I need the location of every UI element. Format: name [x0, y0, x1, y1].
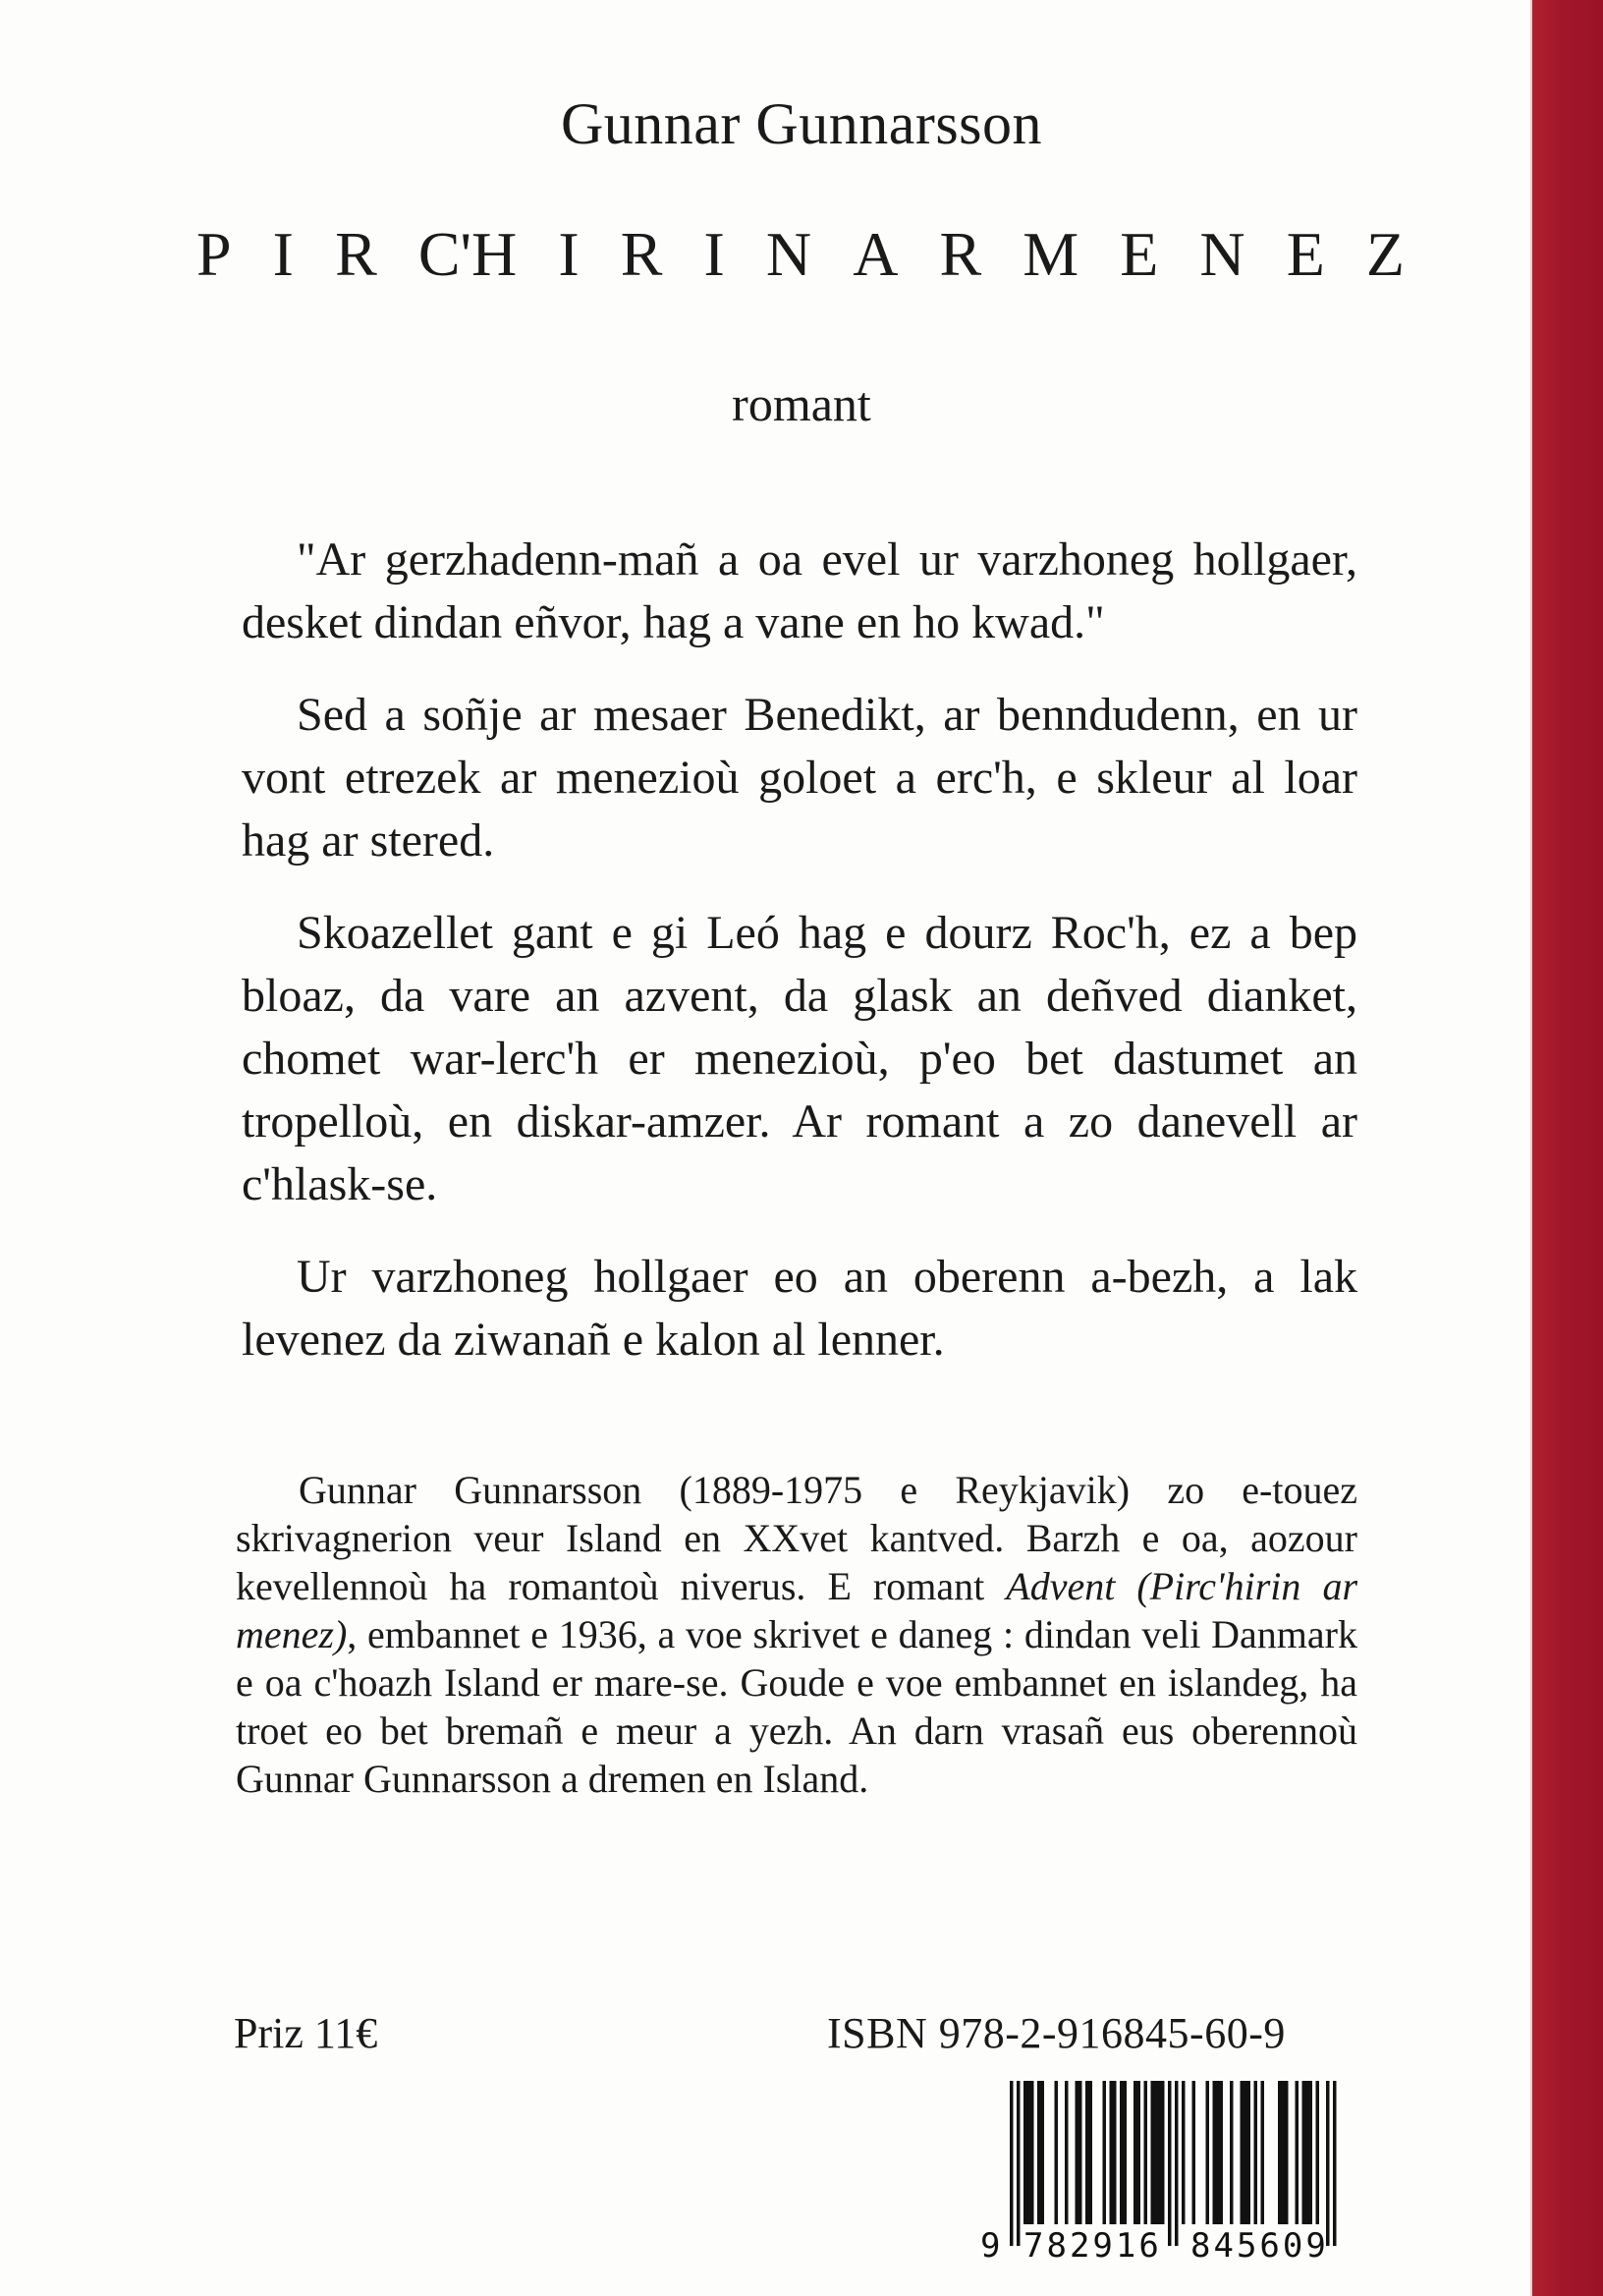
barcode-right-digits: 845609: [1190, 2226, 1329, 2266]
barcode-bar: [1133, 2081, 1137, 2224]
barcode-bar: [1158, 2081, 1162, 2224]
barcode-bar: [1316, 2081, 1320, 2224]
barcode-bar: [1206, 2081, 1210, 2224]
blurb-paragraph-3: Ur varzhoneg hollgaer eo an oberenn a-bezh, a lak levenez da ziwanañ e kalon al lenner.: [242, 1251, 1357, 1366]
bio-book-title: Advent (Pirc'hirin ar menez): [236, 1564, 1358, 1656]
genre-label: romant: [732, 376, 871, 431]
title-letter: I: [272, 219, 294, 289]
barcode-bar: [1278, 2081, 1282, 2224]
title-letter: Z: [1365, 219, 1405, 289]
barcode-bar: [1244, 2081, 1247, 2224]
barcode-bar: [1103, 2081, 1107, 2224]
barcode-bar: [1305, 2081, 1309, 2224]
barcode-bar: [1154, 2081, 1158, 2224]
title-letter: E: [1286, 219, 1325, 289]
bio-text-2: , embannet e 1936, a voe skrivet e daneg : dindan veli Danmark e oa c'hoazh Island er mare-se. Goude e voe embannet en islandeg, ha troet eo bet bremañ e meur a yezh. An darn vrasañ eus oberennoù Gunnar Gunnarsson a dremen en Island.: [236, 1612, 1357, 1801]
barcode-bar: [1333, 2081, 1337, 2246]
barcode-bars: [976, 2081, 1355, 2248]
barcode-bar: [1055, 2081, 1059, 2224]
barcode-bar: [1296, 2081, 1299, 2224]
title-letter: R: [335, 219, 377, 289]
barcode-bar: [1254, 2081, 1258, 2224]
title-letter: A: [853, 219, 899, 289]
title-letter: C'H: [417, 219, 518, 289]
author-bio: [236, 1466, 1357, 1803]
title-letter: M: [1023, 219, 1079, 289]
barcode-bar: [1302, 2081, 1306, 2224]
blurb-quote: "Ar gerzhadenn-mañ a oa evel ur varzhoneg hollgaer, desket dindan eñvor, hag a vane en ho kwad.": [242, 533, 1357, 648]
barcode-bar: [1110, 2081, 1114, 2224]
barcode-bar: [1161, 2081, 1165, 2224]
barcode-bar: [1247, 2081, 1251, 2224]
barcode-left-digits: 782916: [1023, 2226, 1162, 2266]
barcode-bar: [1017, 2081, 1021, 2246]
barcode-bar: [1065, 2081, 1069, 2224]
barcode-bar: [1285, 2081, 1289, 2224]
barcode-bar: [1027, 2081, 1031, 2224]
barcode-bar: [1124, 2081, 1128, 2224]
bio-text-1: Gunnar Gunnarsson (1889-1975 e Reykjavik) zo e-touez skrivagnerion veur Island en XXvet kantved. Barzh e oa, aozour kevellennoù ha romantoù niverus. E romant: [236, 1468, 1357, 1608]
barcode-bar: [1113, 2081, 1117, 2224]
barcode-bar: [1182, 2081, 1186, 2224]
author-name: Gunnar Gunnarsson: [560, 91, 1043, 156]
title-letter: N: [765, 219, 812, 289]
barcode-bar: [1023, 2081, 1027, 2224]
blurb-text: [242, 529, 1357, 1401]
title-letter: P: [196, 219, 232, 289]
barcode-bar: [1010, 2081, 1014, 2246]
title-letter: I: [558, 219, 580, 289]
title-letter: I: [703, 219, 725, 289]
barcode-bar: [1120, 2081, 1124, 2224]
barcode-bar: [1220, 2081, 1224, 2224]
barcode-bar: [1168, 2081, 1172, 2246]
blurb-paragraph-2: Skoazellet gant e gi Leó hag e dourz Roc'h, ez a bep bloaz, da vare an azvent, da glask an deñved dianket, chomet war-lerc'h er menezioù, p'eo bet dastumet an tropelloù, en diskar-amzer. Ar romant a zo danevell ar c'hlask-se.: [242, 907, 1357, 1210]
barcode-bar: [1230, 2081, 1234, 2224]
isbn-label: ISBN 978-2-916845-60-9: [827, 2009, 1286, 2057]
price-label: Priz 11€: [234, 2009, 378, 2057]
barcode-bar: [1151, 2081, 1155, 2224]
barcode-bar: [1037, 2081, 1041, 2224]
red-spine-edge: [1532, 0, 1603, 2296]
barcode-bar: [1282, 2081, 1286, 2224]
barcode-bar: [1309, 2081, 1313, 2224]
barcode-bar: [1326, 2081, 1330, 2246]
barcode-bar: [1041, 2081, 1045, 2224]
barcode-bar: [1261, 2081, 1265, 2224]
barcode-bar: [1216, 2081, 1220, 2224]
barcode-bar: [1144, 2081, 1148, 2224]
title-letter: E: [1120, 219, 1159, 289]
isbn-barcode: [976, 2081, 1355, 2264]
barcode-bar: [1089, 2081, 1093, 2224]
barcode-bar: [1175, 2081, 1179, 2246]
book-title: [196, 218, 1405, 291]
barcode-bar: [1241, 2081, 1244, 2224]
barcode-bar: [1076, 2081, 1079, 2224]
title-letter: R: [939, 219, 982, 289]
barcode-bar: [1213, 2081, 1217, 2224]
title-letter: N: [1199, 219, 1245, 289]
barcode-bar: [1078, 2081, 1082, 2224]
barcode-bar: [1030, 2081, 1034, 2224]
barcode-first-digit: 9: [980, 2226, 1001, 2266]
blurb-paragraph-1: Sed a soñje ar mesaer Benedikt, ar benndudenn, en ur vont etrezek ar menezioù goloet a erc'h, e skleur al loar hag ar stered.: [242, 689, 1357, 867]
title-letter: R: [620, 219, 663, 289]
barcode-bar: [1192, 2081, 1196, 2224]
barcode-bar: [1085, 2081, 1089, 2224]
barcode-bar: [1137, 2081, 1141, 2224]
